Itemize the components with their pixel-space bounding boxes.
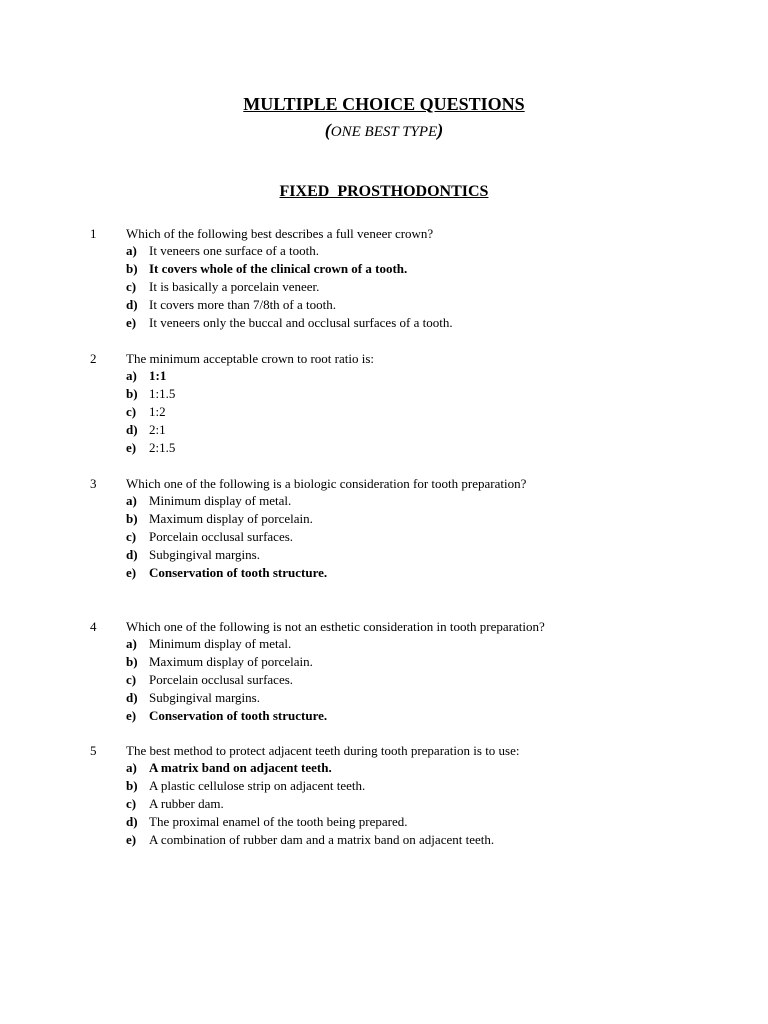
option-b — [126, 260, 453, 278]
option-letter: e) — [126, 708, 137, 723]
option-letter: b) — [126, 261, 138, 276]
question-number: 5 — [90, 743, 97, 758]
option-c — [126, 795, 494, 813]
option-e — [126, 564, 327, 582]
option-c — [126, 528, 327, 546]
option-letter: e) — [126, 440, 137, 455]
subtitle-close-paren: ) — [437, 120, 444, 140]
option-d — [126, 546, 327, 564]
section-heading: FIXED PROSTHODONTICS — [279, 183, 489, 200]
page-title: MULTIPLE CHOICE QUESTIONS — [243, 94, 525, 114]
options-list — [126, 367, 175, 457]
option-letter: a) — [126, 636, 137, 651]
options-list — [126, 242, 453, 332]
option-b — [126, 653, 327, 671]
option-b — [126, 510, 327, 528]
option-text: Minimum display of metal. — [149, 636, 292, 651]
option-letter: a) — [126, 368, 137, 383]
options-list — [126, 635, 327, 725]
option-text: Porcelain occlusal surfaces. — [149, 672, 294, 687]
option-b — [126, 385, 175, 403]
option-letter: d) — [126, 690, 138, 705]
option-e — [126, 831, 494, 849]
option-letter: b) — [126, 654, 138, 669]
question-text: Which one of the following is a biologic consideration for tooth preparation? — [126, 476, 527, 491]
option-letter: c) — [126, 529, 137, 544]
option-text: Maximum display of porcelain. — [149, 654, 313, 669]
option-text: Minimum display of metal. — [149, 493, 292, 508]
option-text: It is basically a porcelain veneer. — [149, 279, 320, 294]
option-c — [126, 671, 327, 689]
question-text: Which of the following best describes a full veneer crown? — [126, 226, 434, 241]
correct-option-text: A matrix band on adjacent teeth. — [149, 760, 332, 775]
question-text: The best method to protect adjacent teeth during tooth preparation is to use: — [126, 743, 520, 758]
page-subtitle — [0, 120, 768, 141]
option-letter: a) — [126, 243, 137, 258]
question-text: Which one of the following is not an esthetic consideration in tooth preparation? — [126, 619, 545, 634]
option-letter: e) — [126, 315, 137, 330]
option-text: 2:1.5 — [149, 440, 176, 455]
option-text: Porcelain occlusal surfaces. — [149, 529, 294, 544]
options-list — [126, 492, 327, 582]
option-letter: c) — [126, 672, 137, 687]
question-text: The minimum acceptable crown to root ratio is: — [126, 351, 375, 366]
subtitle-text: ONE BEST TYPE — [330, 124, 438, 140]
option-text: A rubber dam. — [149, 796, 224, 811]
option-letter: d) — [126, 297, 138, 312]
option-text: A combination of rubber dam and a matrix band on adjacent teeth. — [149, 832, 495, 847]
option-letter: b) — [126, 511, 138, 526]
option-e — [126, 439, 175, 457]
option-letter: e) — [126, 565, 137, 580]
option-text: Subgingival margins. — [149, 690, 260, 705]
option-text: Subgingival margins. — [149, 547, 260, 562]
option-a — [126, 759, 494, 777]
option-letter: a) — [126, 493, 137, 508]
question-number: 4 — [90, 619, 97, 634]
option-letter: a) — [126, 760, 137, 775]
option-a — [126, 492, 327, 510]
option-c — [126, 278, 453, 296]
option-text: 2:1 — [149, 422, 166, 437]
option-a — [126, 635, 327, 653]
question-number: 3 — [90, 476, 97, 491]
option-text: Maximum display of porcelain. — [149, 511, 313, 526]
option-b — [126, 777, 494, 795]
option-letter: b) — [126, 778, 138, 793]
option-text: It covers more than 7/8th of a tooth. — [149, 297, 337, 312]
option-letter: c) — [126, 796, 137, 811]
option-d — [126, 296, 453, 314]
question-number: 2 — [90, 351, 97, 366]
question-number: 1 — [90, 226, 97, 241]
option-letter: e) — [126, 832, 137, 847]
option-d — [126, 689, 327, 707]
option-letter: d) — [126, 422, 138, 437]
option-a — [126, 367, 175, 385]
option-letter: c) — [126, 279, 137, 294]
option-a — [126, 242, 453, 260]
option-text: It veneers one surface of a tooth. — [149, 243, 320, 258]
correct-option-text: Conservation of tooth structure. — [149, 708, 328, 723]
subtitle-open-paren: ( — [324, 120, 331, 140]
correct-option-text: Conservation of tooth structure. — [149, 565, 328, 580]
option-text: The proximal enamel of the tooth being prepared. — [149, 814, 408, 829]
option-text: It veneers only the buccal and occlusal surfaces of a tooth. — [149, 315, 453, 330]
option-text: 1:2 — [149, 404, 166, 419]
option-e — [126, 314, 453, 332]
option-text: 1:1.5 — [149, 386, 176, 401]
option-c — [126, 403, 175, 421]
option-e — [126, 707, 327, 725]
option-letter: c) — [126, 404, 137, 419]
option-d — [126, 813, 494, 831]
correct-option-text: It covers whole of the clinical crown of a tooth. — [149, 261, 408, 276]
option-letter: d) — [126, 547, 138, 562]
option-letter: b) — [126, 386, 138, 401]
option-text: A plastic cellulose strip on adjacent teeth. — [149, 778, 366, 793]
correct-option-text: 1:1 — [149, 368, 167, 383]
option-letter: d) — [126, 814, 138, 829]
option-d — [126, 421, 175, 439]
options-list — [126, 759, 494, 849]
